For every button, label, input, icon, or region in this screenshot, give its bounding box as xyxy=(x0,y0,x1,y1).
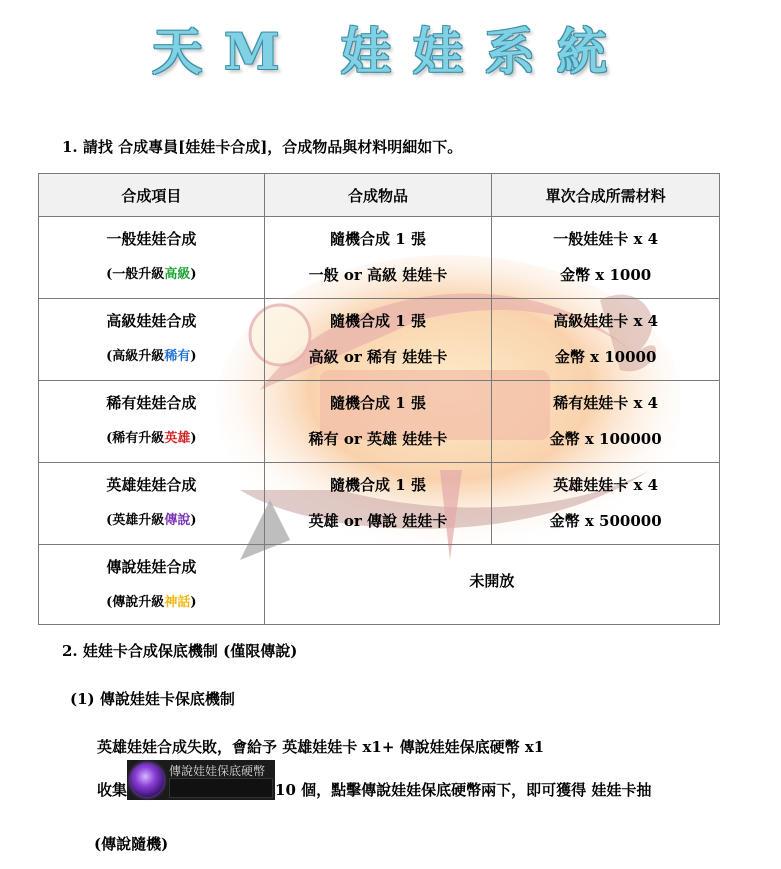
item-name: 稀有娃娃合成 xyxy=(106,394,197,412)
table-row xyxy=(39,545,720,625)
product-line1: 隨機合成 1 張 xyxy=(330,394,426,412)
column-header-item: 合成項目 xyxy=(39,174,265,217)
section2-subheading: (1) 傳說娃娃卡保底機制 xyxy=(70,690,235,708)
material-line2: 金幣 x 10000 xyxy=(554,348,657,366)
product-cell xyxy=(264,299,492,381)
material-line1: 稀有娃娃卡 x 4 xyxy=(553,394,659,412)
material-line1: 一般娃娃卡 x 4 xyxy=(553,230,659,248)
material-line2: 金幣 x 1000 xyxy=(560,266,652,284)
product-cell xyxy=(264,463,492,545)
material-line1: 英雄娃娃卡 x 4 xyxy=(553,476,659,494)
table-row xyxy=(39,217,720,299)
grade-hero: 英雄 xyxy=(164,431,191,446)
collect-prefix: 收集 xyxy=(97,781,128,799)
coin-item-slot xyxy=(169,778,273,798)
legend-random-note: (傳說隨機) xyxy=(94,835,169,853)
table-header-row xyxy=(39,174,720,217)
grade-rare: 稀有 xyxy=(164,349,191,364)
item-name: 傳說娃娃合成 xyxy=(106,558,197,576)
item-name: 英雄娃娃合成 xyxy=(106,476,197,494)
item-upgrade-note: (一般升級高級) xyxy=(106,267,197,282)
section1-heading: 1. 請找 合成專員[娃娃卡合成]，合成物品與材料明細如下。 xyxy=(62,138,463,156)
item-upgrade-note: (英雄升級傳說) xyxy=(106,513,197,528)
not-open-cell xyxy=(264,545,719,625)
section2-heading: 2. 娃娃卡合成保底機制 (僅限傳說) xyxy=(62,642,298,660)
not-open-text: 未開放 xyxy=(469,572,515,590)
product-line1: 隨機合成 1 張 xyxy=(330,476,426,494)
purple-orb-icon xyxy=(130,763,164,797)
item-cell xyxy=(39,381,265,463)
product-cell xyxy=(264,217,492,299)
item-upgrade-note: (傳說升級神話) xyxy=(106,595,197,610)
item-cell xyxy=(39,463,265,545)
table-row xyxy=(39,463,720,545)
material-cell xyxy=(492,381,720,463)
grade-high: 高級 xyxy=(164,267,191,282)
material-cell xyxy=(492,299,720,381)
material-cell xyxy=(492,463,720,545)
item-upgrade-note: (稀有升級英雄) xyxy=(106,431,197,446)
product-line2: 高級 or 稀有 娃娃卡 xyxy=(308,348,448,366)
product-cell xyxy=(264,381,492,463)
material-line2: 金幣 x 500000 xyxy=(549,512,662,530)
product-line1: 隨機合成 1 張 xyxy=(330,230,426,248)
item-name: 一般娃娃合成 xyxy=(106,230,197,248)
item-cell xyxy=(39,217,265,299)
grade-legend: 傳說 xyxy=(164,513,191,528)
product-line2: 稀有 or 英雄 娃娃卡 xyxy=(308,430,448,448)
item-cell xyxy=(39,299,265,381)
table-row xyxy=(39,381,720,463)
item-name: 高級娃娃合成 xyxy=(106,312,197,330)
column-header-material: 單次合成所需材料 xyxy=(492,174,720,217)
item-upgrade-note: (高級升級稀有) xyxy=(106,349,197,364)
coin-item-label: 傳說娃娃保底硬幣 xyxy=(169,764,266,778)
synthesis-table xyxy=(38,173,720,625)
material-line2: 金幣 x 100000 xyxy=(549,430,662,448)
material-line1: 高級娃娃卡 x 4 xyxy=(553,312,659,330)
material-cell xyxy=(492,217,720,299)
product-line2: 英雄 or 傳說 娃娃卡 xyxy=(308,512,448,530)
page-title: 天M 娃娃系統 xyxy=(152,22,629,81)
product-line2: 一般 or 高級 娃娃卡 xyxy=(308,266,448,284)
table-row xyxy=(39,299,720,381)
collect-suffix: 10 個，點擊傳說娃娃保底硬幣兩下，即可獲得 娃娃卡抽 xyxy=(275,781,652,799)
grade-myth: 神話 xyxy=(164,595,191,610)
collect-instruction xyxy=(97,764,652,800)
fail-reward-text: 英雄娃娃合成失敗，會給予 英雄娃娃卡 x1+ 傳說娃娃保底硬幣 x1 xyxy=(97,738,545,756)
column-header-product: 合成物品 xyxy=(264,174,492,217)
item-cell xyxy=(39,545,265,625)
legend-coin-item-icon xyxy=(127,760,275,800)
product-line1: 隨機合成 1 張 xyxy=(330,312,426,330)
